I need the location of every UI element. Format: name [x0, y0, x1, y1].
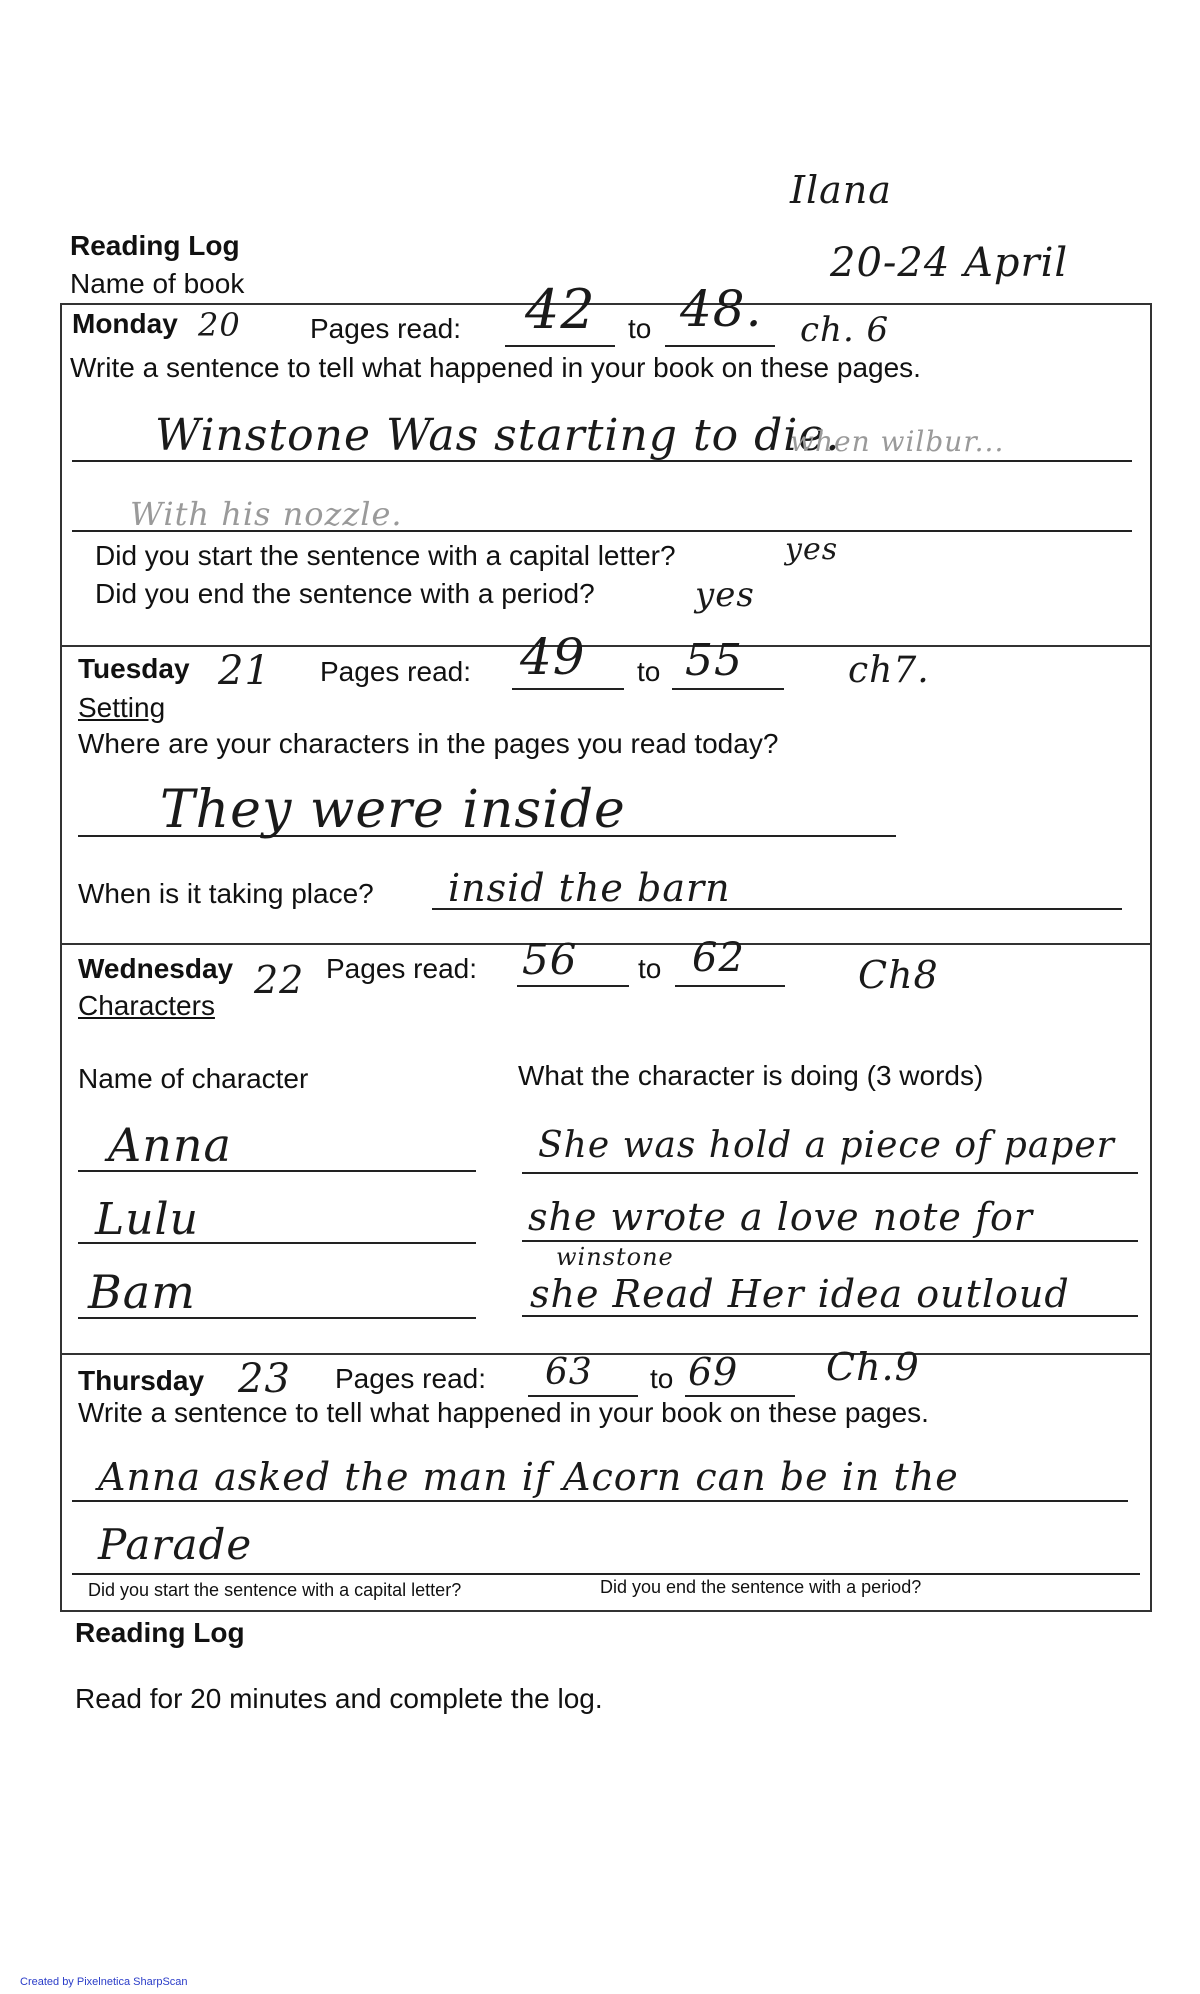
tuesday-date: 21 — [218, 648, 271, 694]
page-title: Reading Log — [70, 230, 240, 261]
character-doing: she wrote a love note for — [528, 1195, 1034, 1239]
tuesday-answer: They were inside — [160, 780, 626, 840]
monday-period-question: Did you end the sentence with a period? — [95, 578, 595, 609]
tuesday-to: 55 — [685, 635, 743, 686]
thursday-pages-label: Pages read: — [335, 1363, 486, 1394]
monday-label: Monday — [72, 308, 178, 339]
tuesday-question: Where are your characters in the pages you read today? — [78, 728, 779, 759]
monday-from: 42 — [525, 278, 596, 341]
bottom-instruction: Read for 20 minutes and complete the log. — [75, 1683, 603, 1714]
tuesday-section-title: Setting — [78, 692, 166, 723]
student-name: Ilana — [790, 168, 892, 212]
date-range: 20-24 April — [830, 240, 1069, 286]
tuesday-from: 49 — [520, 628, 586, 686]
thursday-instruction: Write a sentence to tell what happened in your book on these pages. — [78, 1397, 929, 1428]
wednesday-chapter: Ch8 — [858, 953, 939, 997]
thursday-from: 63 — [545, 1352, 593, 1393]
tuesday-chapter: ch7. — [848, 650, 930, 691]
character-doing: she Read Her idea outloud — [530, 1272, 1070, 1316]
thursday-sentence-1: Anna asked the man if Acorn can be in the — [98, 1455, 959, 1499]
monday-chapter: ch. 6 — [800, 310, 890, 350]
monday-capital-question: Did you start the sentence with a capital letter? — [95, 540, 676, 571]
col-name-of-character: Name of character — [78, 1063, 309, 1094]
thursday-to-label: to — [650, 1363, 674, 1394]
character-doing: She was hold a piece of paper — [538, 1125, 1115, 1166]
thursday-date: 23 — [238, 1356, 291, 1402]
thursday-label: Thursday — [78, 1365, 205, 1396]
wednesday-section-title: Characters — [78, 990, 215, 1021]
book-label: Name of book — [70, 268, 245, 299]
col-what-doing: What the character is doing (3 words) — [518, 1060, 984, 1091]
character-name: Anna — [108, 1118, 232, 1172]
tuesday-to-label: to — [637, 656, 661, 687]
monday-instruction: Write a sentence to tell what happened in your book on these pages. — [70, 352, 921, 383]
thursday-sentence-2: Parade — [98, 1520, 253, 1569]
monday-sentence-2: With his nozzle. — [130, 495, 403, 533]
monday-to: 48. — [680, 280, 763, 338]
monday-capital-answer: yes — [785, 532, 839, 567]
wednesday-date: 22 — [254, 958, 305, 1002]
thursday-capital-question: Did you start the sentence with a capital letter? — [88, 1580, 462, 1600]
monday-pages-label: Pages read: — [310, 313, 461, 344]
monday-to-label: to — [628, 313, 652, 344]
wednesday-pages-label: Pages read: — [326, 953, 477, 984]
monday-sentence-1: Winstone Was starting to die. — [155, 410, 841, 461]
wednesday-to: 62 — [692, 935, 745, 981]
wednesday-label: Wednesday — [78, 953, 234, 984]
monday-period-answer: yes — [695, 575, 755, 615]
tuesday-pages-label: Pages read: — [320, 656, 471, 687]
scanner-credit: Created by Pixelnetica SharpScan — [20, 1976, 188, 1988]
tuesday-when-question: When is it taking place? — [78, 878, 374, 909]
thursday-period-question: Did you end the sentence with a period? — [600, 1577, 922, 1597]
character-doing-above: winstone — [556, 1243, 674, 1271]
character-name: Bam — [88, 1265, 196, 1319]
monday-date: 20 — [198, 306, 241, 344]
wednesday-from: 56 — [522, 935, 578, 984]
tuesday-when-answer: insid the barn — [448, 866, 731, 910]
thursday-chapter: Ch.9 — [826, 1345, 920, 1389]
wednesday-to-label: to — [638, 953, 662, 984]
thursday-to: 69 — [688, 1350, 739, 1394]
character-name: Lulu — [95, 1194, 199, 1245]
tuesday-label: Tuesday — [78, 653, 190, 684]
bottom-title: Reading Log — [75, 1617, 245, 1648]
monday-sentence-faint: when wilbur... — [790, 425, 1005, 458]
